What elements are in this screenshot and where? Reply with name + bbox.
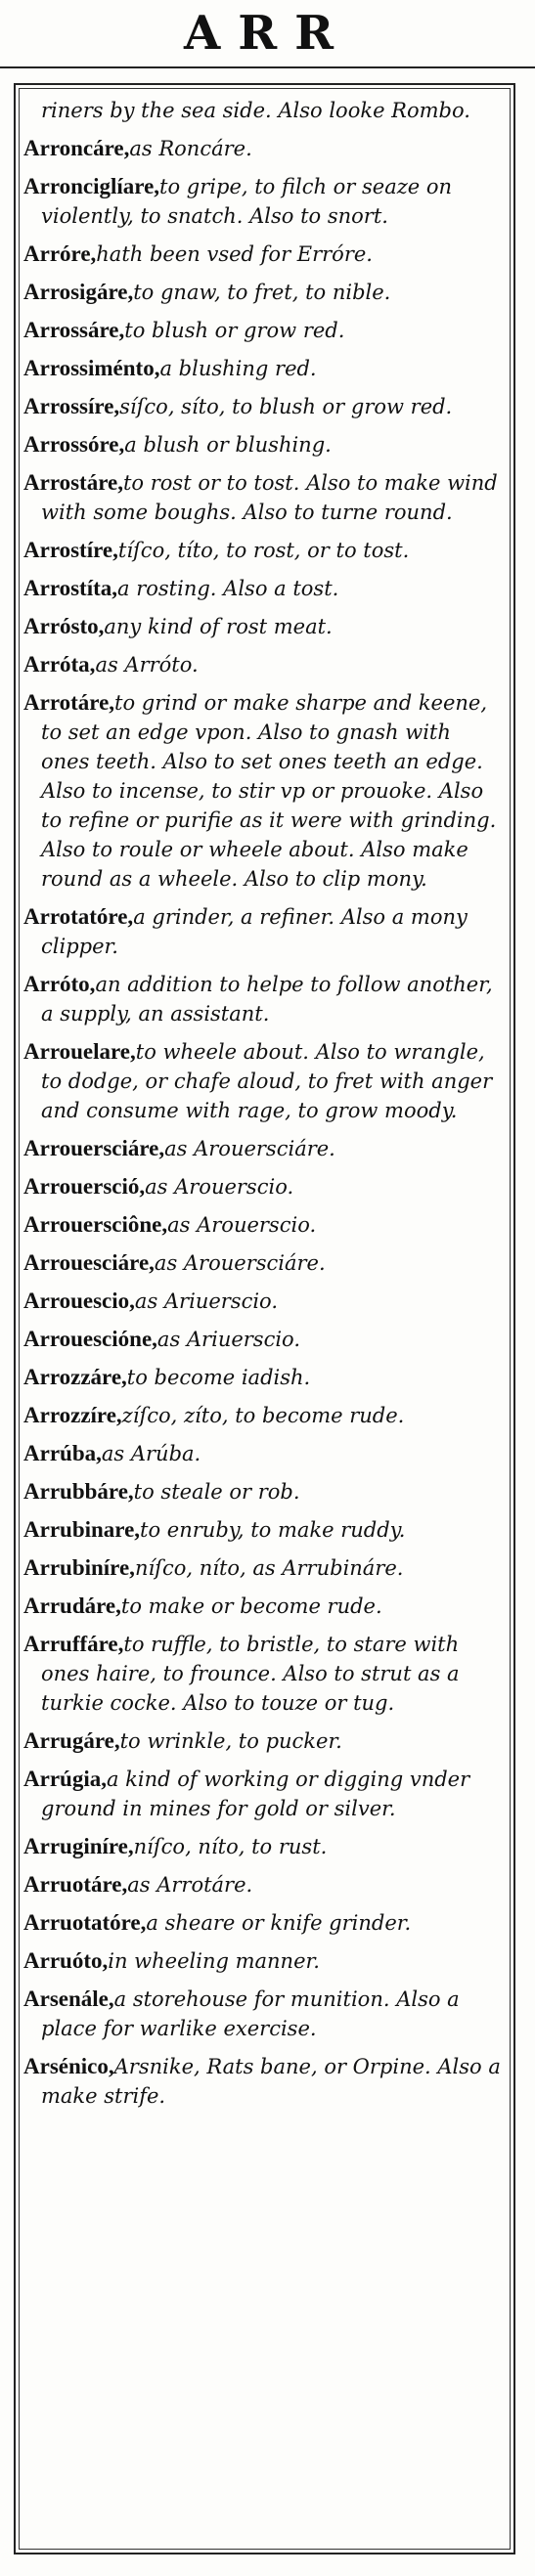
entry-headword: Arrouersciône, [23,1212,168,1237]
entry-definition: as Arrotáre. [127,1873,253,1897]
entry-headword: Arrosigáre, [23,280,134,304]
entry-definition: as Arróto. [95,653,199,677]
entry-definition: a sheare or knife grinder. [146,1911,412,1935]
entry-definition: a blush or blushing. [124,433,332,457]
entry-headword: Arrozzíre, [23,1403,122,1427]
entry-headword: Arrossíre, [23,394,120,418]
entry-headword: Arrugáre, [23,1728,120,1753]
entry-headword: Arruginíre, [23,1834,134,1858]
dictionary-entry [20,1287,503,1316]
entry-headword: Arrouesciáre, [23,1250,155,1275]
entry-definition: as Arouersciáre. [164,1137,335,1160]
dictionary-entry [20,1630,503,1718]
dictionary-entry [20,1439,503,1468]
entry-headword: Arrotatóre, [23,904,134,929]
entry-headword: Arrossáre, [23,318,125,342]
dictionary-entry [20,1515,503,1545]
dictionary-entry [20,1832,503,1861]
dictionary-entry [20,536,503,565]
entry-headword: Arrotáre, [23,690,115,715]
entry-headword: Arrouescióne, [23,1327,157,1351]
running-head: ARR [183,6,352,61]
entry-definition: in wheeling manner. [108,1949,320,1973]
entry-definition: to gnaw, to fret, to nible. [133,281,391,304]
entry-headword: Arrouersció, [23,1174,146,1199]
dictionary-entry [20,1325,503,1354]
dictionary-entry [20,1037,503,1125]
entry-definition: to become iadish. [126,1366,311,1389]
entry-definition: a blushing red. [159,357,317,380]
entry-definition: riners by the sea side. Also looke Rombo. [41,99,470,122]
dictionary-entry [20,1765,503,1823]
entry-headword: Arrossiménto, [23,356,160,380]
entry-definition: to wheele about. Also to wrangle, to dodge, or chafe aloud, to fret with anger and consume with rage, to grow moody. [41,1040,493,1122]
dictionary-entry [20,96,503,125]
entry-definition: hath been vsed for Erróre. [96,242,373,266]
entry-definition: as Ariuerscio. [156,1328,301,1351]
entry-headword: Arruffáre, [23,1632,124,1656]
entry-headword: Arronciglíare, [23,174,160,198]
entry-headword: Arrúgia, [23,1767,107,1791]
entry-headword: Arrouescio, [23,1288,135,1313]
entry-definition: any kind of rost meat. [104,615,333,638]
dictionary-entry [20,612,503,641]
dictionary-entry [20,970,503,1028]
entry-definition: as Arouerscio. [145,1175,294,1199]
entry-headword: Arróto, [23,972,96,996]
entry-headword: Arrubinare, [23,1517,141,1542]
entry-headword: Arrozzáre, [23,1365,127,1389]
dictionary-entry [20,1553,503,1583]
page-header [0,0,535,70]
dictionary-entry [20,278,503,307]
dictionary-entries [20,96,503,2119]
dictionary-entry [20,1248,503,1278]
entry-headword: Arrouelare, [23,1039,136,1064]
entry-definition: to steale or rob. [133,1480,300,1504]
entry-headword: Arruotáre, [23,1872,128,1897]
entry-headword: Arsenále, [23,1987,114,2011]
entry-definition: as Roncáre. [129,137,252,160]
dictionary-entry [20,240,503,269]
dictionary-entry [20,316,503,345]
entry-definition: a rosting. Also a tost. [117,577,339,600]
entry-definition: to blush or grow red. [124,319,345,342]
entry-definition: to make or become rude. [120,1594,382,1618]
entry-headword: Arrubiníre, [23,1555,135,1580]
entry-headword: Arrostáre, [23,470,123,495]
dictionary-entry [20,1401,503,1430]
dictionary-entry [20,1946,503,1976]
entry-definition: Arsnike, Rats bane, or Orpine. Also a make strife. [41,2055,501,2108]
entry-definition: a storehouse for munition. Also a place for warlike exercise. [41,1987,460,2040]
entry-headword: Arsénico, [23,2054,114,2078]
entry-definition: to rost or to tost. Also to make wind with some boughs. Also to turne round. [41,471,498,524]
entry-headword: Arróta, [23,652,96,677]
entry-headword: Arrósto, [23,614,105,638]
dictionary-entry [20,468,503,527]
entry-headword: Arrubbáre, [23,1479,134,1504]
dictionary-entry [20,650,503,679]
dictionary-entry [20,1870,503,1899]
header-rule [0,66,535,68]
dictionary-entry [20,134,503,163]
entry-headword: Arrúba, [23,1441,102,1465]
dictionary-entry [20,1172,503,1201]
entry-headword: Arruóto, [23,1948,109,1973]
entry-definition: to wrinkle, to pucker. [119,1729,342,1753]
entry-definition: níſco, níto, to rust. [133,1835,328,1858]
entry-definition: as Arouersciáre. [154,1251,326,1275]
entry-headword: Arróre, [23,241,97,266]
entry-headword: Arrossóre, [23,432,125,457]
entry-headword: Arroncáre, [23,136,130,160]
entry-headword: Arrostíta, [23,576,118,600]
dictionary-entry [20,172,503,231]
entry-definition: to ruffle, to bristle, to stare with ones haire, to frounce. Also to strut as a turkie cocke. Also to touze or tug. [41,1633,460,1715]
entry-definition: níſco, níto, as Arrubináre. [134,1556,404,1580]
entry-definition: zíſco, zíto, to become rude. [121,1404,405,1427]
dictionary-entry [20,1477,503,1506]
entry-definition: síſco, síto, to blush or grow red. [119,395,453,418]
entry-definition: to grind or make sharpe and keene, to set an edge vpon. Also to gnash with ones teeth. Also to set ones teeth an edge. Also to incense, to stir vp or prouoke. Also to refine or purifie as it were with grinding. Also to roule or wheele about. Also make round as a wheele. Also to clip mony. [41,691,497,891]
dictionary-entry [20,430,503,459]
entry-definition: as Arouerscio. [167,1213,317,1237]
entry-definition: a kind of working or digging vnder ground in mines for gold or silver. [41,1768,470,1820]
entry-definition: as Arúba. [101,1442,201,1465]
dictionary-entry [20,902,503,961]
dictionary-entry [20,688,503,894]
dictionary-entry [20,1592,503,1621]
entry-definition: to enruby, to make ruddy. [140,1518,406,1542]
entry-definition: tíſco, títo, to rost, or to tost. [117,539,410,562]
dictionary-entry [20,1985,503,2043]
entry-definition: as Ariuerscio. [134,1289,279,1313]
dictionary-entry [20,574,503,603]
dictionary-entry [20,1908,503,1938]
dictionary-entry [20,354,503,383]
dictionary-entry [20,1134,503,1163]
entry-definition: to gripe, to filch or seaze on violently, to snatch. Also to snort. [41,175,453,228]
entry-headword: Arrostíre, [23,538,118,562]
dictionary-entry [20,392,503,421]
entry-definition: an addition to helpe to follow another, a supply, an assistant. [41,973,493,1026]
entry-headword: Arruotatóre, [23,1910,147,1935]
dictionary-entry [20,1363,503,1392]
dictionary-entry [20,1726,503,1756]
entry-headword: Arrudáre, [23,1594,121,1618]
entry-headword: Arrouersciáre, [23,1136,165,1160]
dictionary-entry [20,1210,503,1240]
dictionary-entry [20,2052,503,2111]
entry-definition: a grinder, a refiner. Also a mony clipper. [41,905,468,958]
